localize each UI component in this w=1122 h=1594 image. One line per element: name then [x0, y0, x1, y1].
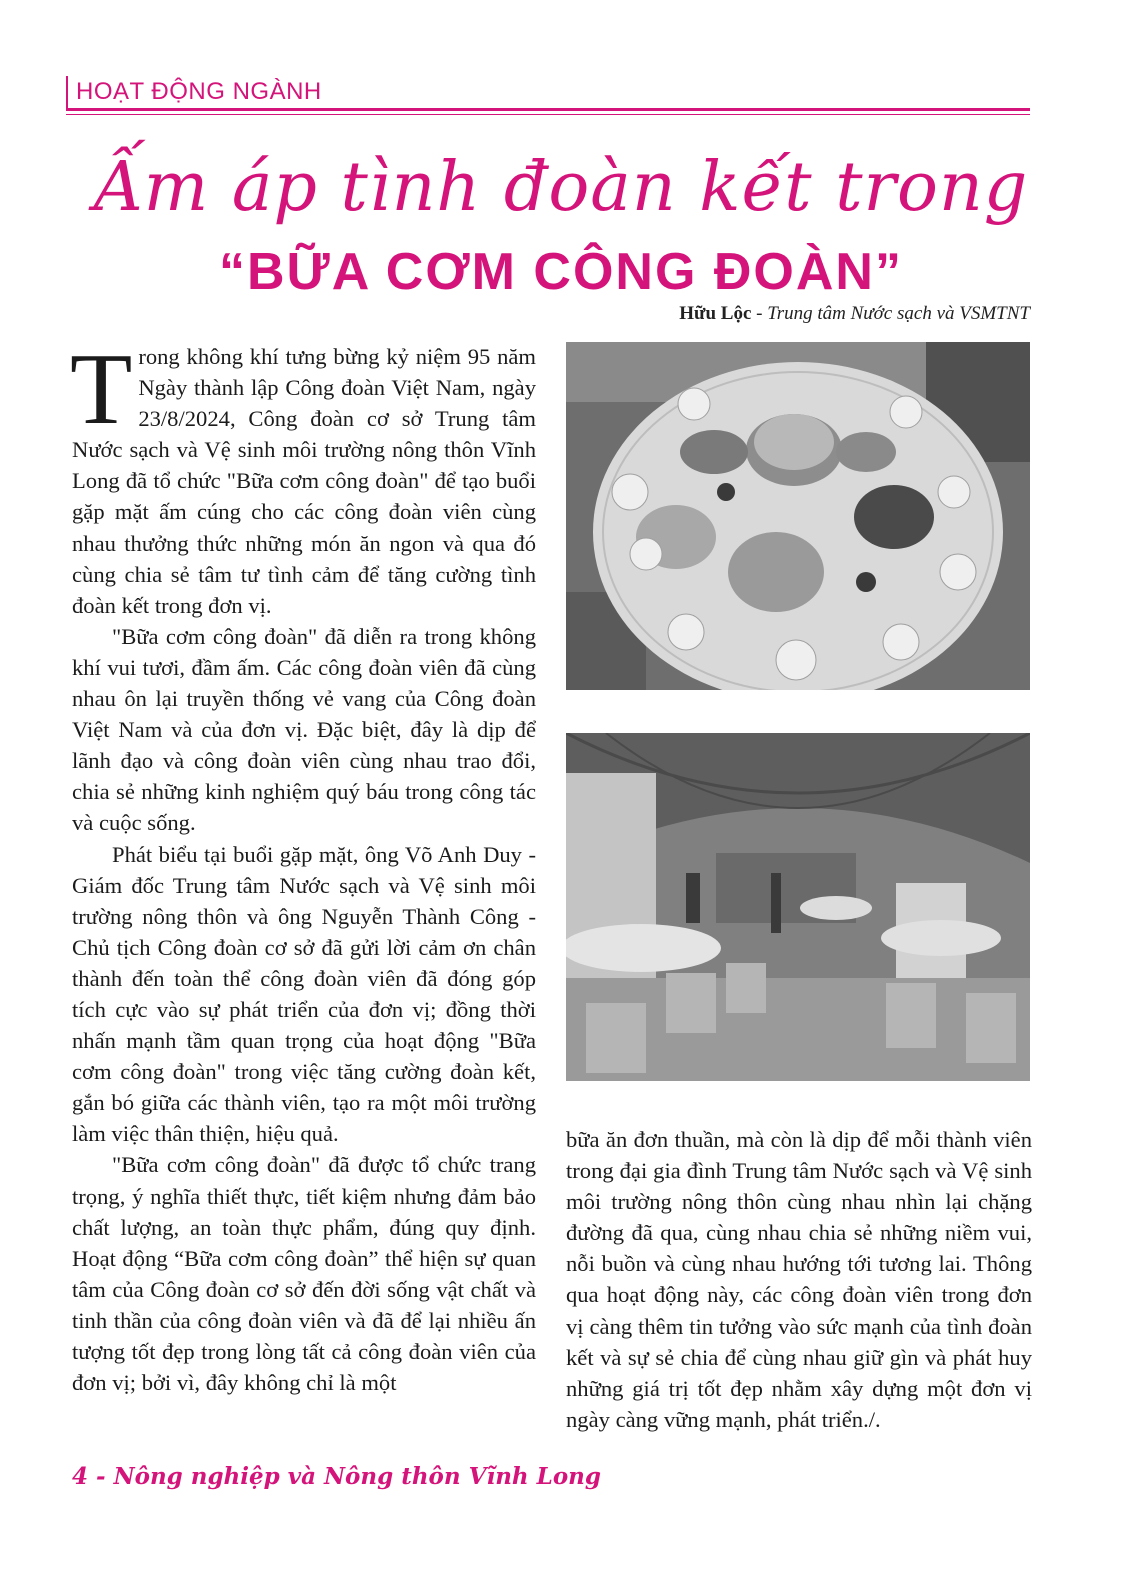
drop-cap: T [70, 333, 133, 446]
magazine-name: Nông nghiệp và Nông thôn Vĩnh Long [113, 1463, 601, 1490]
page-number: 4 [72, 1463, 89, 1490]
photo-dining-area [566, 733, 1030, 1081]
header-rule-thin [66, 114, 1030, 115]
header-rule [66, 108, 1030, 111]
paragraph-3: Phát biểu tại buổi gặp mặt, ông Võ Anh Duy - Giám đốc Trung tâm Nước sạch và Vệ sinh môi trường nông thôn và ông Nguyễn Thành Công - Chủ tịch Công đoàn cơ sở đã gửi lời cảm ơn chân thành đến toàn thể công đoàn viên đã đóng góp tích cực vào sự phát triển của đơn vị; đồng thời nhấn mạnh tầm quan trọng của hoạt động "Bữa cơm công đoàn" trong việc tăng cường đoàn kết, gắn bó giữa các thành viên, tạo ra một môi trường làm việc thân thiện, hiệu quả. [72, 841, 536, 1147]
article-title-line2: “BỮA CƠM CÔNG ĐOÀN” [219, 243, 903, 301]
paragraph-4-continuation: bữa ăn đơn thuần, mà còn là dịp để mỗi thành viên trong đại gia đình Trung tâm Nước sạch và Vệ sinh môi trường nông thôn cùng nhau nhìn lại chặng đường đã qua, cùng nhau chia sẻ những niềm vui, nỗi buồn và cùng nhau hướng tới tương lai. Thông qua hoạt động này, các công đoàn viên trong đơn vị càng thêm tin tưởng vào sức mạnh của tình đoàn kết và sự sẻ chia để cùng nhau giữ gìn và phát huy những giá trị tốt đẹp nhằm xây dựng một đơn vị ngày càng vững mạnh, phát triển./. [566, 1127, 1032, 1432]
author-organization: Trung tâm Nước sạch và VSMTNT [767, 303, 1030, 324]
dining-area-illustration [566, 733, 1030, 1081]
section-label: HOẠT ĐỘNG NGÀNH [76, 78, 322, 105]
header-accent-bar [66, 76, 68, 108]
page-footer [72, 1463, 601, 1490]
article-title-line1: Ấm áp tình đoàn kết trong [93, 148, 1029, 227]
paragraph-1 [70, 333, 536, 621]
photo-dinner-table [566, 342, 1030, 690]
paragraph-4: "Bữa cơm công đoàn" đã được tổ chức trang trọng, ý nghĩa thiết thực, tiết kiệm nhưng đảm bảo chất lượng, an toàn thực phẩm, đúng quy định. Hoạt động “Bữa cơm công đoàn” thể hiện sự quan tâm của Công đoàn cơ sở đến đời sống vật chất và tinh thần của công đoàn viên và đã để lại nhiều ấn tượng tốt đẹp trong lòng tất cả công đoàn viên của đơn vị; bởi vì, đây không chỉ là một [72, 1152, 536, 1396]
article-column-right [566, 1124, 1032, 1435]
author-name: Hữu Lộc [679, 303, 752, 324]
byline-separator: - [751, 303, 768, 324]
dinner-table-illustration [566, 342, 1030, 690]
footer-separator: - [88, 1463, 114, 1490]
paragraph-2: "Bữa cơm công đoàn" đã diễn ra trong không khí vui tươi, đầm ấm. Các công đoàn viên đã cùng nhau ôn lại truyền thống vẻ vang của Công đoàn Việt Nam và của đơn vị. Đặc biệt, đây là dịp để lãnh đạo và công đoàn viên cùng nhau trao đổi, chia sẻ những kinh nghiệm quý báu trong công tác và cuộc sống. [72, 623, 536, 836]
byline [679, 303, 1030, 325]
article-column-left [70, 333, 536, 1398]
paragraph-1-text: rong không khí tưng bừng kỷ niệm 95 năm Ngày thành lập Công đoàn Việt Nam, ngày 23/8/2024, Công đoàn cơ sở Trung tâm Nước sạch và Vệ sinh môi trường nông thôn Vĩnh Long đã tổ chức "Bữa cơm công đoàn" để tạo buổi gặp mặt ấm cúng cho các công đoàn viên cùng nhau thưởng thức những món ăn ngon và qua đó cùng chia sẻ tâm tư tình cảm để tăng cường tình đoàn kết trong đơn vị. [72, 344, 536, 618]
